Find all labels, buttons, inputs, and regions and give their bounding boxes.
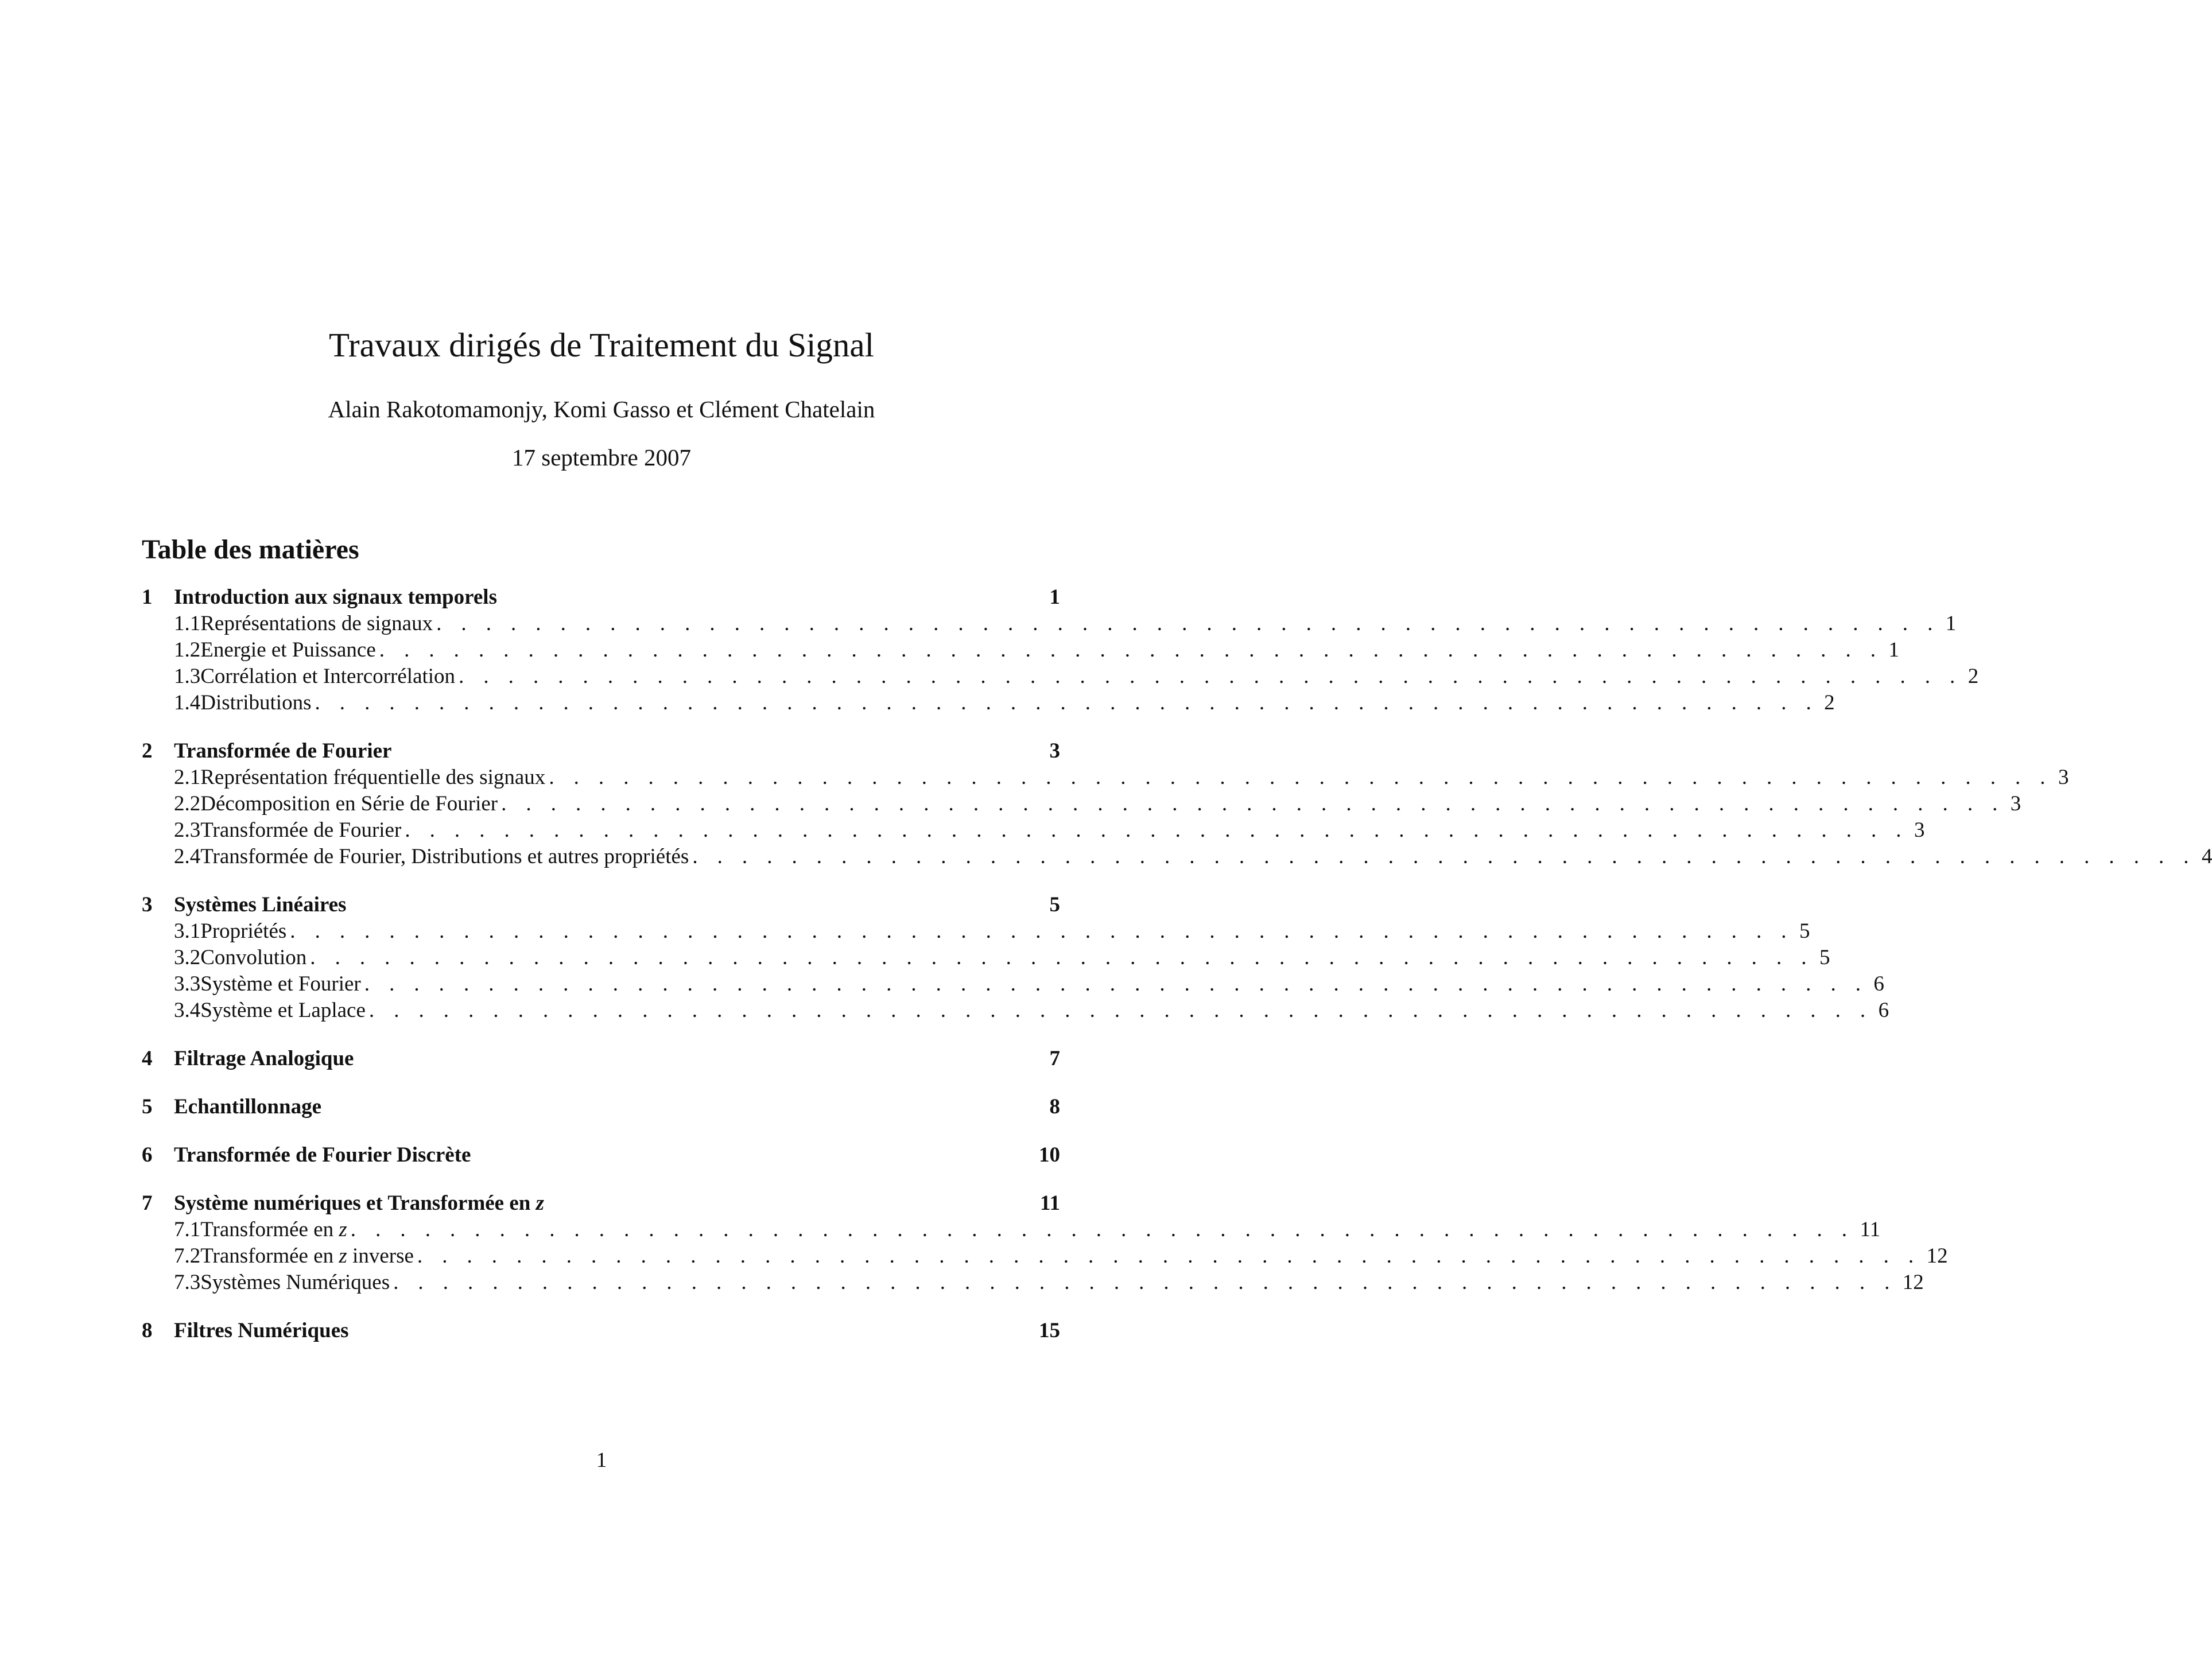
toc-section-title: Transformée de Fourier: [200, 818, 402, 842]
toc-leader-dots: . . . . . . . . . . . . . . . . . . . . . . . . . . . . . . . . . . . . . . . . . . . . . . . . . . . . . . . . . . . . .: [501, 792, 2005, 816]
toc-section[interactable]: [142, 997, 1889, 1024]
toc-leader-dots: . . . . . . . . . . . . . . . . . . . . . . . . . . . . . . . . . . . . . . . . . . . . . . . . . . . . . . . . . . . . .: [549, 766, 2052, 789]
toc-section-title: Energie et Puissance: [200, 638, 376, 662]
toc-chapter-number: 2: [142, 739, 153, 763]
document-date: 17 septembre 2007: [512, 444, 691, 471]
toc-chapter[interactable]: [142, 1190, 1060, 1217]
table-of-contents: [142, 584, 2212, 1344]
toc-section[interactable]: [142, 918, 1810, 945]
toc-section-page: 3: [1914, 818, 1925, 842]
toc-section-page: 1: [1888, 638, 1899, 662]
toc-section-number: 3.4: [174, 999, 201, 1022]
toc-section-title: Corrélation et Intercorrélation: [200, 665, 456, 688]
toc-section-title: Représentation fréquentielle des signaux: [200, 766, 546, 789]
toc-leader-dots: . . . . . . . . . . . . . . . . . . . . . . . . . . . . . . . . . . . . . . . . . . . . . . . . . . . . . . . . . . . . .: [368, 999, 1873, 1022]
toc-section[interactable]: [142, 637, 1899, 663]
toc-chapter-title: Echantillonnage: [174, 1095, 321, 1119]
toc-section-number: 3.3: [174, 972, 201, 996]
toc-chapter-title: Système numériques et Transformée en z: [174, 1191, 545, 1215]
toc-section-number: 2.2: [174, 792, 201, 816]
toc-section-page: 6: [1878, 999, 1889, 1022]
toc-section[interactable]: [142, 844, 2212, 870]
toc-chapter[interactable]: [142, 1094, 1060, 1120]
toc-chapter-title: Transformée de Fourier: [174, 739, 392, 763]
toc-section-title: Décomposition en Série de Fourier: [200, 792, 498, 816]
toc-section-title: Transformée en z: [200, 1218, 347, 1241]
toc-chapter-page: 7: [1049, 1047, 1060, 1070]
toc-leader-dots: . . . . . . . . . . . . . . . . . . . . . . . . . . . . . . . . . . . . . . . . . . . . . . . . . . . . . . . . . . . . .: [350, 1218, 1854, 1241]
toc-section[interactable]: [142, 971, 1884, 997]
toc-chapter-page: 15: [1039, 1319, 1060, 1342]
toc-section[interactable]: [142, 1243, 1948, 1269]
toc-chapter-page: 1: [1049, 585, 1060, 609]
toc-section[interactable]: [142, 1217, 1881, 1243]
toc-section-number: 7.3: [174, 1271, 201, 1294]
toc-section-number: 3.2: [174, 946, 201, 969]
toc-leader-dots: . . . . . . . . . . . . . . . . . . . . . . . . . . . . . . . . . . . . . . . . . . . . . . . . . . . . . . . . . . . . .: [393, 1271, 1897, 1294]
toc-chapter[interactable]: [142, 1046, 1060, 1072]
toc-chapter-title: Filtrage Analogique: [174, 1047, 354, 1070]
toc-section-number: 1.2: [174, 638, 201, 662]
toc-chapter-number: 5: [142, 1095, 153, 1119]
toc-section-title: Transformée de Fourier, Distributions et autres propriétés: [200, 845, 689, 868]
toc-chapter-title: Transformée de Fourier Discrète: [174, 1143, 471, 1167]
toc-section[interactable]: [142, 611, 1957, 637]
toc-section-title: Propriétés: [200, 919, 287, 943]
toc-section-page: 3: [2010, 792, 2021, 816]
toc-section[interactable]: [142, 1269, 1924, 1296]
toc-leader-dots: . . . . . . . . . . . . . . . . . . . . . . . . . . . . . . . . . . . . . . . . . . . . . . . . . . . . . . . . . . . . .: [364, 972, 1868, 996]
toc-leader-dots: . . . . . . . . . . . . . . . . . . . . . . . . . . . . . . . . . . . . . . . . . . . . . . . . . . . . . . . . . . . . .: [290, 919, 1794, 943]
toc-section-number: 2.1: [174, 766, 201, 789]
toc-section-page: 12: [1926, 1244, 1948, 1268]
toc-chapter-title: Systèmes Linéaires: [174, 893, 347, 917]
toc-section-page: 5: [1799, 919, 1810, 943]
toc-section-page: 1: [1945, 612, 1957, 635]
page-number: 1: [596, 1449, 607, 1472]
toc-leader-dots: . . . . . . . . . . . . . . . . . . . . . . . . . . . . . . . . . . . . . . . . . . . . . . . . . . . . . . . . . . . . .: [436, 612, 1940, 635]
toc-section-title: Convolution: [200, 946, 307, 969]
math-variable: z: [339, 1218, 347, 1241]
toc-section[interactable]: [142, 663, 1979, 690]
toc-section-page: 6: [1873, 972, 1884, 996]
toc-chapter-page: 8: [1049, 1095, 1060, 1119]
toc-section-number: 1.3: [174, 665, 201, 688]
toc-section-page: 2: [1967, 665, 1979, 688]
math-variable: z: [339, 1244, 347, 1268]
toc-section-title: Représentations de signaux: [200, 612, 433, 635]
toc-chapter[interactable]: [142, 1318, 1060, 1344]
toc-section-page: 4: [2201, 845, 2212, 868]
toc-section-number: 1.1: [174, 612, 201, 635]
toc-section-number: 3.1: [174, 919, 201, 943]
toc-chapter[interactable]: [142, 738, 1060, 764]
toc-chapter-page: 10: [1039, 1143, 1060, 1167]
toc-section-number: 7.2: [174, 1244, 201, 1268]
toc-section[interactable]: [142, 817, 1925, 844]
toc-chapter-number: 3: [142, 893, 153, 917]
toc-section-page: 5: [1819, 946, 1830, 969]
toc-chapter[interactable]: [142, 892, 1060, 918]
toc-chapter-page: 3: [1049, 739, 1060, 763]
toc-chapter-number: 4: [142, 1047, 153, 1070]
toc-chapter[interactable]: [142, 584, 1060, 611]
toc-section-page: 11: [1860, 1218, 1881, 1241]
document-authors: Alain Rakotomamonjy, Komi Gasso et Clément Chatelain: [328, 396, 875, 422]
math-variable: z: [535, 1191, 545, 1215]
toc-section-page: 12: [1902, 1271, 1924, 1294]
toc-leader-dots: . . . . . . . . . . . . . . . . . . . . . . . . . . . . . . . . . . . . . . . . . . . . . . . . . . . . . . . . . . . . .: [417, 1244, 1921, 1268]
toc-chapter-page: 5: [1049, 893, 1060, 917]
toc-section-number: 2.4: [174, 845, 201, 868]
toc-chapter-title: Introduction aux signaux temporels: [174, 585, 497, 609]
toc-section-number: 7.1: [174, 1218, 201, 1241]
toc-section-title: Systèmes Numériques: [200, 1271, 390, 1294]
toc-section-title: Système et Laplace: [200, 999, 366, 1022]
toc-section[interactable]: [142, 690, 1835, 716]
toc-leader-dots: . . . . . . . . . . . . . . . . . . . . . . . . . . . . . . . . . . . . . . . . . . . . . . . . . . . . . . . . . . . . .: [315, 691, 1819, 714]
toc-leader-dots: . . . . . . . . . . . . . . . . . . . . . . . . . . . . . . . . . . . . . . . . . . . . . . . . . . . . . . . . . . . . .: [310, 946, 1814, 969]
toc-section-title: Système et Fourier: [200, 972, 361, 996]
toc-leader-dots: . . . . . . . . . . . . . . . . . . . . . . . . . . . . . . . . . . . . . . . . . . . . . . . . . . . . . . . . . . . . .: [692, 845, 2196, 868]
toc-section-number: 2.3: [174, 818, 201, 842]
toc-section[interactable]: [142, 791, 2021, 817]
toc-section-number: 1.4: [174, 691, 201, 714]
toc-chapter-number: 8: [142, 1319, 153, 1342]
toc-section[interactable]: [142, 764, 2069, 791]
toc-chapter-title: Filtres Numériques: [174, 1319, 349, 1342]
document-title: Travaux dirigés de Traitement du Signal: [329, 326, 874, 364]
toc-section-page: 2: [1824, 691, 1835, 714]
toc-leader-dots: . . . . . . . . . . . . . . . . . . . . . . . . . . . . . . . . . . . . . . . . . . . . . . . . . . . . . . . . . . . . .: [459, 665, 1962, 688]
toc-heading: Table des matières: [142, 534, 359, 565]
toc-chapter-number: 1: [142, 585, 153, 609]
toc-section-title: Transformée en z inverse: [200, 1244, 414, 1268]
toc-chapter-page: 11: [1040, 1191, 1060, 1215]
toc-section-title: Distributions: [200, 691, 312, 714]
toc-leader-dots: . . . . . . . . . . . . . . . . . . . . . . . . . . . . . . . . . . . . . . . . . . . . . . . . . . . . . . . . . . . . .: [405, 818, 1908, 842]
toc-section-page: 3: [2058, 766, 2069, 789]
toc-chapter-number: 7: [142, 1191, 153, 1215]
toc-leader-dots: . . . . . . . . . . . . . . . . . . . . . . . . . . . . . . . . . . . . . . . . . . . . . . . . . . . . . . . . . . . . .: [379, 638, 1883, 662]
toc-chapter[interactable]: [142, 1142, 1060, 1168]
toc-section[interactable]: [142, 945, 1830, 971]
toc-chapter-number: 6: [142, 1143, 153, 1167]
